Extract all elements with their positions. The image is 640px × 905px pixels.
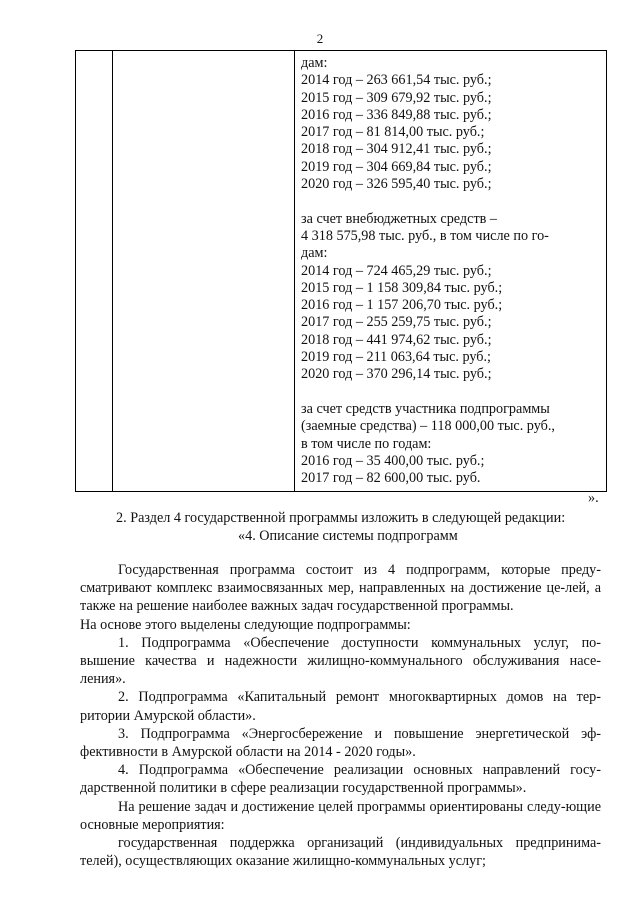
- cell-line: 2016 год – 1 157 206,70 тыс. руб.;: [301, 297, 503, 314]
- cell-line: 2016 год – 336 849,88 тыс. руб.;: [301, 106, 492, 123]
- paragraph-subprograms-lead: На основе этого выделены следующие подпрограммы:: [80, 616, 411, 633]
- cell-line: 2020 год – 326 595,40 тыс. руб.;: [301, 176, 492, 193]
- paragraph-subprogram-3: 3. Подпрограмма «Энергосбережение и повышение энергетической эф-фективности в Амурской области на 2014 - 2020 годы».: [80, 725, 601, 761]
- cell-line: в том числе по годам:: [301, 435, 432, 452]
- cell-line: 2018 год – 304 912,41 тыс. руб.;: [301, 141, 492, 158]
- funding-cell-text: [301, 55, 601, 487]
- cell-line: 2015 год – 309 679,92 тыс. руб.;: [301, 89, 492, 106]
- cell-line: 2019 год – 304 669,84 тыс. руб.;: [301, 158, 492, 175]
- table-column-divider: [294, 51, 295, 491]
- cell-line: дам:: [301, 245, 328, 262]
- cell-line: 4 318 575,98 тыс. руб., в том числе по го-: [301, 227, 549, 244]
- cell-line: 2020 год – 370 296,14 тыс. руб.;: [301, 366, 492, 383]
- cell-line: 2018 год – 441 974,62 тыс. руб.;: [301, 331, 492, 348]
- paragraph-subprogram-4: 4. Подпрограмма «Обеспечение реализации основных направлений госу-дарственной политики в сфере реализации государственной программы».: [80, 762, 601, 797]
- cell-line: 2019 год – 211 063,64 тыс. руб.;: [301, 349, 491, 366]
- cell-line: 2017 год – 81 814,00 тыс. руб.;: [301, 124, 485, 141]
- paragraph-subprogram-2: 2. Подпрограмма «Капитальный ремонт многоквартирных домов на тер-ритории Амурской области».: [80, 689, 601, 724]
- cell-line: (заемные средства) – 118 000,00 тыс. руб.,: [301, 418, 555, 435]
- amendment-line: 2. Раздел 4 государственной программы изложить в следующей редакции:: [116, 510, 566, 526]
- cell-line: 2016 год – 35 400,00 тыс. руб.;: [301, 452, 485, 469]
- cell-line: дам:: [301, 55, 328, 71]
- section-title: «4. Описание системы подпрограмм: [238, 528, 458, 544]
- cell-line: 2015 год – 1 158 309,84 тыс. руб.;: [301, 279, 503, 296]
- table-column-divider: [112, 51, 113, 491]
- cell-line: за счет средств участника подпрограммы: [301, 400, 550, 417]
- page-number: 2: [316, 31, 324, 46]
- cell-line: 2017 год – 82 600,00 тыс. руб.: [301, 470, 481, 487]
- paragraph-activities-lead: На решение задач и достижение целей программы ориентированы следу-ющие основные мероприятия:: [80, 798, 601, 833]
- cell-line: 2014 год – 724 465,29 тыс. руб.;: [301, 262, 492, 279]
- blank-line: [301, 193, 601, 210]
- paragraph-subprogram-1: 1. Подпрограмма «Обеспечение доступности коммунальных услуг, по-вышение качества и надежности жилищно-коммунального обслуживания насе-ления».: [80, 634, 601, 688]
- paragraph-intro: Государственная программа состоит из 4 подпрограмм, которые преду-сматривают комплекс взаимосвязанных мер, направленных на достижение це-лей, а также на решение наиболее важных задач государственной программы.: [80, 562, 601, 615]
- blank-line: [301, 384, 601, 401]
- cell-line: 2017 год – 255 259,75 тыс. руб.;: [301, 314, 492, 331]
- cell-line: 2014 год – 263 661,54 тыс. руб.;: [301, 72, 492, 89]
- paragraph-activity-1: государственная поддержка организаций (индивидуальных предпринима-телей), осуществляющих оказание жилищно-коммунальных услуг;: [80, 835, 601, 870]
- section-body: [80, 561, 601, 870]
- closing-quote: ».: [588, 490, 599, 506]
- cell-line: за счет внебюджетных средств –: [301, 210, 497, 227]
